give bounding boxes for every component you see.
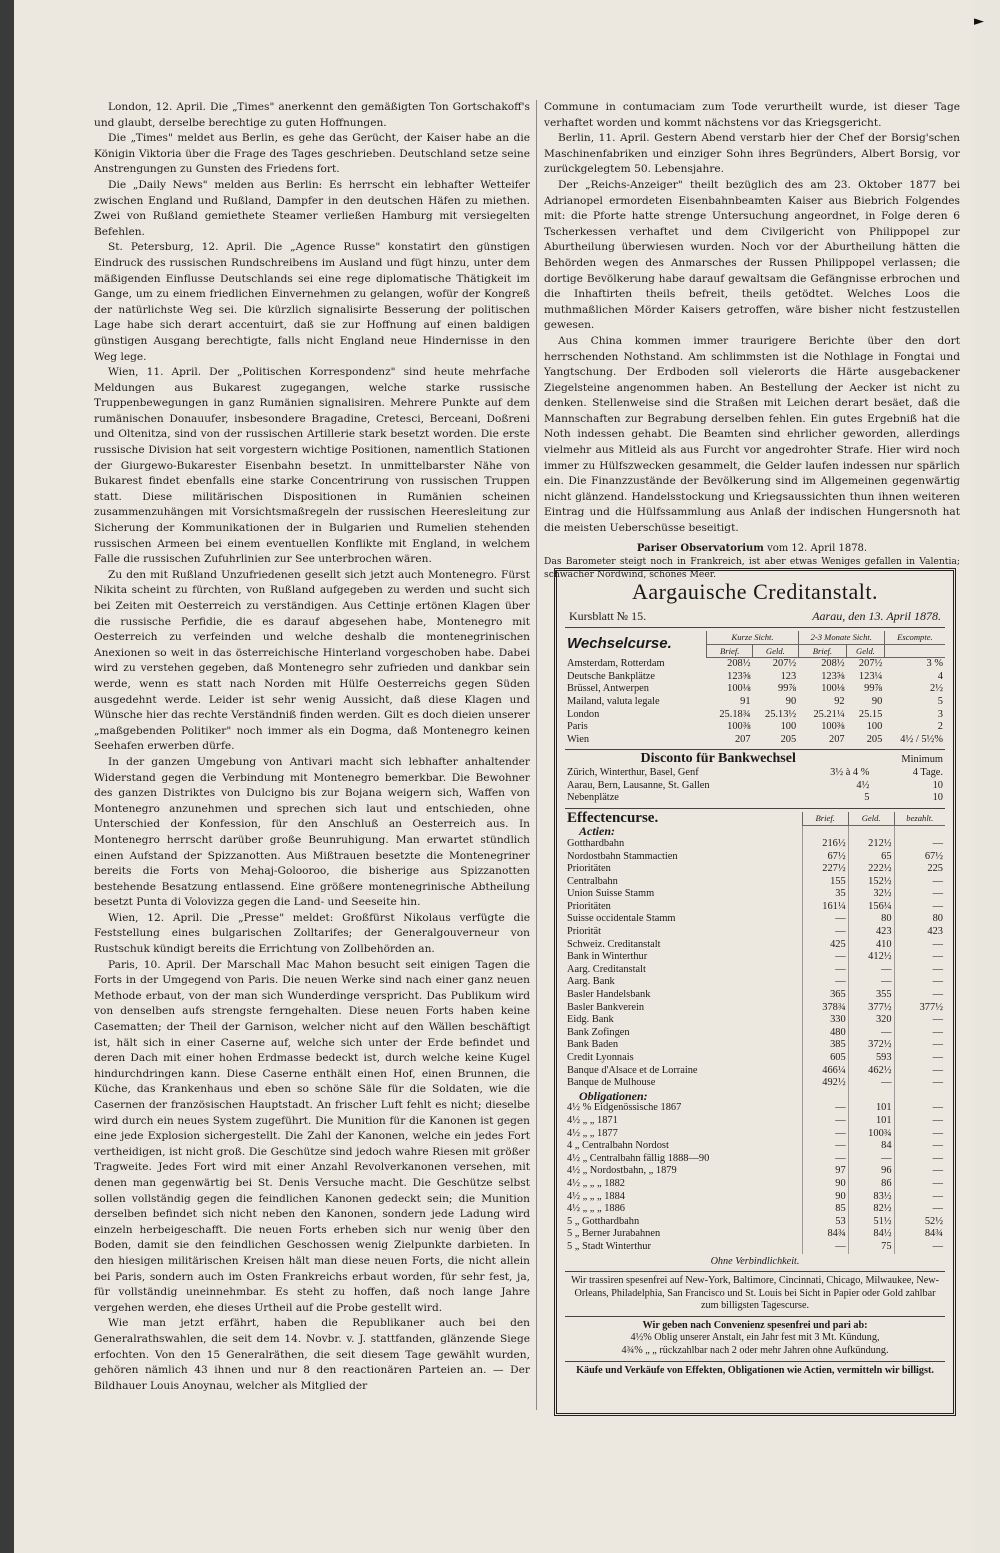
security-price: —: [894, 1077, 945, 1090]
wechsel-value: 207½: [858, 658, 883, 670]
wechsel-value: 100: [780, 721, 797, 733]
rule: [565, 1361, 945, 1362]
security-price: 83½: [848, 1191, 894, 1204]
security-price: 480: [802, 1027, 848, 1040]
wechsel-value: 92: [834, 695, 845, 707]
security-name: 5 „ Stadt Winterthur: [567, 1240, 651, 1252]
security-price: —: [894, 1014, 945, 1027]
col-header: bezahlt.: [894, 812, 945, 826]
wechsel-value: 3: [937, 708, 943, 720]
security-name: 4½ „ „ „ 1884: [567, 1190, 625, 1202]
table-row: [565, 1014, 945, 1027]
wechsel-value: 123⅝: [821, 670, 845, 682]
disconto-table: [565, 753, 945, 804]
wechsel-section: [565, 631, 945, 746]
effecten-title: Effectencurse.: [567, 809, 659, 826]
security-price: —: [848, 1027, 894, 1040]
table-row: [565, 1102, 945, 1115]
table-row: [565, 767, 945, 780]
table-row: [565, 1052, 945, 1065]
notice-convenienz-title: Wir geben nach Convenienz spesenfrei und pari ab:: [642, 1319, 868, 1331]
article-republikaner: Wie man jetzt erfährt, haben die Republikaner auch bei den Generalrathswahlen, die seit dem 14. Novbr. v. J. stattfanden, glänzende Siege erfochten. Von den 15 Generalräthen, die seit diesem Tage gewählt wurden, gehören nämlich 43 ihnen und nur 8 den reactionären Parteien an. — Der Bildhauer Louis Anoynau, welcher als Mitglied der: [94, 1317, 530, 1392]
security-price: 355: [848, 989, 894, 1002]
table-row: [565, 951, 945, 964]
security-name: Suisse occidentale Stamm: [567, 913, 676, 925]
wechsel-value: 207: [734, 733, 751, 745]
security-price: —: [848, 964, 894, 977]
security-price: —: [894, 1065, 945, 1078]
kursblatt-number: Kursblatt № 15.: [569, 609, 647, 623]
security-price: 32½: [848, 888, 894, 901]
security-name: 4 „ Centralbahn Nordost: [567, 1140, 669, 1152]
wechsel-value: 100⅛: [821, 683, 845, 695]
security-price: 365: [802, 989, 848, 1002]
article-london: London, 12. April. Die „Times" anerkennt den gemäßigten Ton Gortschakoff's und glaubt, derselbe berechtige zu guten Hoffnungen.: [94, 101, 530, 129]
security-name: Eidg. Bank: [567, 1014, 614, 1026]
article-wien-11: Wien, 11. April. Der „Politischen Korrespondenz" sind heute mehrfache Meldungen aus Bukarest zugegangen, welche starke russische Truppenbewegungen in ganz Rumänien signalisiren. Mehrere Punkte auf dem rumänischen Donauufer, insbesondere Bragadine, Cretesci, Berceani, Doßreni und Oltenitza, sind von der russischen Artillerie stark besetzt worden. Die erste russische Division hat seit vorgestern wichtige Positionen, namentlich Stationen der Giurgewo-Bukarester Eisenbahn besetzt. In unmittelbarster Nähe von Bukarest findet ebenfalls eine starke Concentrirung von russischen Truppen statt. Diese militärischen Dispositionen in Rumänien scheinen zusammenzuhängen mit Vorsichtsmaßregeln der russischen Heeresleitung zur Sicherung der Kommunikationen der in Bulgarien und Rumelien stehenden russischen Armeen bei einem eventuellen Konflikte mit England, in welchem Falle die russischen Zufuhrlinien zur See unterbrochen wären.: [94, 366, 530, 566]
minimum-label: Minimum: [901, 753, 943, 765]
security-name: Basler Handelsbank: [567, 989, 651, 1001]
security-price: 96: [848, 1165, 894, 1178]
table-row: [565, 1128, 945, 1141]
table-row: [565, 1153, 945, 1166]
security-price: 225: [894, 863, 945, 876]
wechsel-rows: [565, 658, 945, 747]
observatory-date: vom 12. April 1878.: [767, 542, 868, 554]
security-price: 152½: [848, 876, 894, 889]
security-price: 423: [894, 926, 945, 939]
corner-arrow-icon: ►: [974, 14, 984, 29]
security-price: 605: [802, 1052, 848, 1065]
wechsel-value: 5: [937, 695, 943, 707]
wechsel-value: 123¼: [858, 670, 883, 682]
table-row: [565, 683, 945, 696]
disconto-place: Aarau, Bern, Lausanne, St. Gallen: [567, 779, 710, 791]
wechsel-value: 90: [785, 695, 797, 707]
security-price: 423: [848, 926, 894, 939]
wechsel-value: 99⅞: [778, 683, 797, 695]
actien-rows: [565, 838, 945, 1090]
security-price: —: [894, 1178, 945, 1191]
wechsel-place: Amsterdam, Rotterdam: [567, 657, 665, 669]
table-row: [565, 1178, 945, 1191]
table-row: [565, 792, 945, 805]
security-price: 67½: [894, 851, 945, 864]
observatory-heading: [544, 541, 960, 557]
security-price: 84: [848, 1140, 894, 1153]
security-price: —: [894, 989, 945, 1002]
column-divider: [536, 100, 537, 1410]
article-paris: Paris, 10. April. Der Marschall Mac Mahon besucht seit einigen Tagen die Forts in der Umgegend von Paris. Die neuen Werke sind nach einer ganz neuen Methode erbaut, von der man sich Wunderdinge verspricht. Das Publikum wird von denselben aufs strengste ferngehalten. Diese neuen Forts haben keine Casematten; der Theil der Garnison, welcher nicht auf den Wällen beschäftigt ist, hält sich in einer Caserne auf, welche sich unter der Erde befindet und deren Dach mit einer hohen Erdmasse bedeckt ist, durch welche keine Kugel hindurchdringen kann. Diese Caserne enthält einen Hof, einen Brunnen, die Küche, das Krankenhaus und eben so schöne Säle für die Soldaten, wie die Casernen der französischen Hauptstadt. An frischer Luft fehlt es nicht; dieselbe wird durch ein neues System zugeführt. Die Munition für die Kanonen ist gegen eine jede Explosion sichergestellt. Die Zahl der Kanonen, welche ein jedes Fort vertheidigen, ist nicht groß. Die Geschütze sind jedoch wahre Riesen mit größer Tragweite. Jedes Fort wird mit einer Anzahl Revolverkanonen versehen, mit denen man gegenwärtig bei St. Denis Versuche macht. Die Geschütze selbst sollen vollständig gegen die feindlichen Kanonen gedeckt sein; die Munition derselben befindet sich nicht neben den Kanonen, sondern jede Ladung wird einzeln herbeigeschafft. Die neuen Forts erheben sich nur wenig über den Boden, damit sie den feindlichen Geschossen wenig Zielpunkte darbieten. In den hiesigen militärischen Kreisen hält man diese neuen Forts, die nicht allein bei Paris, sondern auch im Osten Frankreichs erbaut worden, für sehr fest, ja, für vollständig uneinnehmbar. Es steht zu hoffen, daß noch lange Jahre vergehen werden, ehe dieses Urtheil auf die Probe gestellt wird.: [94, 958, 530, 1314]
security-price: —: [802, 1241, 848, 1254]
wechsel-place: London: [567, 708, 600, 720]
wechsel-value: 123: [780, 670, 797, 682]
security-name: Credit Lyonnais: [567, 1052, 634, 1063]
security-price: —: [802, 976, 848, 989]
security-price: 161¼: [802, 901, 848, 914]
group-header: 2-3 Monate Sicht.: [798, 631, 884, 644]
wechsel-place: Brüssel, Antwerpen: [567, 683, 649, 695]
ad-subheader: [569, 609, 941, 624]
security-price: 227½: [802, 863, 848, 876]
security-name: Prioritäten: [567, 900, 611, 912]
sub-header: Geld.: [847, 644, 885, 658]
security-price: —: [802, 1102, 848, 1115]
security-price: —: [894, 1191, 945, 1204]
security-price: —: [848, 1153, 894, 1166]
security-name: Union Suisse Stamm: [567, 888, 655, 900]
security-name: Schweiz. Creditanstalt: [567, 938, 661, 950]
wechsel-table: [565, 631, 945, 746]
security-price: 378¾: [802, 1002, 848, 1015]
security-price: 100¾: [848, 1128, 894, 1141]
security-price: 385: [802, 1039, 848, 1052]
table-row: [565, 1002, 945, 1015]
security-price: 462½: [848, 1065, 894, 1078]
security-name: 4½ „ „ „ 1886: [567, 1203, 625, 1215]
notice-kaeufe: [567, 1365, 943, 1378]
security-price: 85: [802, 1203, 848, 1216]
disconto-rows: [565, 767, 945, 805]
security-price: —: [894, 888, 945, 901]
wechsel-place: Wien: [567, 733, 590, 745]
wechsel-value: 25.13½: [765, 708, 797, 720]
table-row: [565, 1216, 945, 1229]
rule: [565, 627, 945, 628]
security-price: —: [894, 838, 945, 851]
wechsel-value: 25.18¾: [719, 708, 751, 720]
table-row: [565, 709, 945, 722]
security-price: 466¼: [802, 1065, 848, 1078]
table-row: [565, 888, 945, 901]
disconto-min: 4 Tage.: [912, 766, 943, 778]
security-price: 82½: [848, 1203, 894, 1216]
wechsel-value: 208½: [727, 658, 751, 670]
security-price: 35: [802, 888, 848, 901]
security-name: Aarg. Bank: [567, 976, 615, 988]
wechsel-value: 208½: [821, 658, 845, 670]
table-row: [565, 1039, 945, 1052]
security-name: Priorität: [567, 926, 602, 938]
security-price: —: [802, 951, 848, 964]
article-commune: Commune in contumaciam zum Tode verurtheilt wurde, ist dieser Tage verhaftet worden und kommt nächstens vor das Kriegsgericht.: [544, 101, 960, 129]
rule: [565, 1271, 945, 1272]
disconto-place: Nebenplätze: [567, 792, 619, 804]
actien-label: Actien:: [579, 824, 615, 839]
table-row: [565, 1241, 945, 1254]
security-price: —: [894, 876, 945, 889]
disconto-rate: 5: [864, 792, 870, 804]
wechsel-value: 100: [866, 721, 883, 733]
security-price: —: [802, 913, 848, 926]
newspaper-page: [14, 0, 972, 1553]
security-name: 5 „ Berner Jurabahnen: [567, 1228, 661, 1240]
sub-header: Geld.: [753, 644, 799, 658]
security-price: 222½: [848, 863, 894, 876]
security-price: 80: [848, 913, 894, 926]
security-name: Bank Baden: [567, 1039, 619, 1051]
table-row: [565, 1165, 945, 1178]
security-name: Aarg. Creditanstalt: [567, 963, 646, 975]
table-row: [565, 1077, 945, 1090]
wechsel-value: 25.15: [858, 708, 883, 720]
security-price: 425: [802, 939, 848, 952]
wechsel-value: 90: [871, 695, 883, 707]
disconto-min: 10: [932, 779, 943, 791]
security-name: Gotthardbahn: [567, 837, 625, 849]
wechsel-group-header: [565, 631, 945, 644]
wechsel-value: 4½ / 5½%: [900, 733, 943, 745]
wechsel-value: 100⅜: [821, 721, 845, 733]
table-row: [565, 1140, 945, 1153]
wechsel-value: 25.21¼: [813, 708, 845, 720]
security-price: —: [802, 1115, 848, 1128]
security-name: Prioritäten: [567, 863, 611, 875]
table-row: [565, 851, 945, 864]
wechsel-value: 3 %: [926, 658, 943, 670]
table-row: [565, 838, 945, 851]
security-name: 4½ „ „ „ 1882: [567, 1177, 625, 1189]
security-price: —: [802, 1128, 848, 1141]
security-price: —: [894, 951, 945, 964]
right-column: [544, 100, 960, 581]
article-antivari: In der ganzen Umgebung von Antivari macht sich lebhafter anhaltender Widerstand gegen die Verbindung mit Montenegro bemerkbar. Die Bewohner des ganzen Distriktes von Dulcigno bis zur Bojana weigern sich, Waffen von Montenegro anzunehmen und sprechen sich laut und entschieden, ohne Unterschied der Konfession, für den Anschluß an Oesterreich aus. In Montenegro herrscht darüber große Beunruhigung. Man erwartet stündlich einen Aufstand der Spizzanotten. Aus Mißtrauen besetzte die Montenegriner bereits die Forts von Mehaj-Golooroo, die bisherige aus Spizzanotten bestehende Besatzung entlassend. Eine größere montenegrinische Abtheilung besetzt Punta di Volovizza gegen die Land- und Seeseite hin.: [94, 755, 530, 909]
security-price: —: [894, 1165, 945, 1178]
table-row: [565, 863, 945, 876]
wechsel-value: 99⅞: [864, 683, 883, 695]
security-price: —: [894, 1241, 945, 1254]
security-price: 67½: [802, 851, 848, 864]
notice-convenienz: [567, 1320, 943, 1358]
security-price: 80: [894, 913, 945, 926]
obligationen-rows: [565, 1102, 945, 1253]
security-name: 4½ „ Nordostbahn, „ 1879: [567, 1165, 677, 1177]
table-row: [565, 780, 945, 793]
table-row: [565, 1203, 945, 1216]
article-st-petersburg: St. Petersburg, 12. April. Die „Agence Russe" konstatirt den günstigen Eindruck des russischen Rundschreibens im Ausland und fügt hinzu, unter dem mäßigenden Einflusse Deutschlands sei eine rege diplomatische Thätigkeit im Gange, um zu einem friedlichen Einvernehmen zu gelangen, wofür der Kongreß der natürlichste Weg sei. Die kürzlich signalisirte Besserung der politischen Lage habe sich derart accentuirt, daß sie zur Hoffnung auf einen baldigen günstigen Ausgang berechtigte, falls nicht England neue Hindernisse in den Weg lege.: [94, 241, 530, 363]
security-price: 212½: [848, 838, 894, 851]
notice-kaeufe-text: Käufe und Verkäufe von Effekten, Obligationen wie Actien, vermitteln wir billigst.: [576, 1364, 934, 1376]
security-price: 65: [848, 851, 894, 864]
creditanstalt-advertisement: [554, 568, 956, 1416]
wechsel-title: Wechselcurse.: [567, 634, 672, 652]
security-price: —: [848, 976, 894, 989]
notice-convenienz-line2: 4¾% „ „ rückzahlbar nach 2 oder mehr Jahren ohne Aufkündung.: [621, 1345, 889, 1357]
security-name: 5 „ Gotthardbahn: [567, 1215, 640, 1227]
security-price: —: [894, 1027, 945, 1040]
article-berlin: Berlin, 11. April. Gestern Abend verstarb hier der Chef der Borsig'schen Maschinenfabriken und einziger Sohn ihres Begründers, Albert Borsig, vor zurückgelegtem 50. Lebensjahre.: [544, 132, 960, 176]
wechsel-value: 123⅝: [727, 670, 751, 682]
security-name: Basler Bankverein: [567, 1001, 645, 1013]
article-montenegro: Zu den mit Rußland Unzufriedenen gesellt sich jetzt auch Montenegro. Fürst Nikita scheint zu fürchten, von Rußland aufgegeben zu werden und sucht sich bei Zeiten mit Oesterreich zu verständigen. Aus Cettinje ertönen Klagen über die russische Perfidie, die es darauf abgesehen habe, Montenegro mit Oesterreich zu verfeinden und welche deshalb die montenegrinischen Anexionen so weit in das österreichische Hinterland vorgeschoben habe. Dabei wird zu verstehen gegeben, daß Montenegro sehr zufrieden und dankbar sein werde, wenn es statt nach Norden mit Hülfe Oesterreichs gegen Süden ausgedehnt werde. Leider ist sehr wenig Aussicht, daß diese Klagen und Wünsche hier das rechte Verständniß finden werden. Gilt es doch dieien unserer „maßgebenden Politiker" noch immer als ein Dogma, daß Montenegro keinen Seehafen erwerben dürfe.: [94, 568, 530, 753]
wechsel-value: 2: [937, 721, 943, 733]
observatory-text: Das Barometer steigt noch in Frankreich, ist aber etwas Weniges gefallen in Valentia; schwacher Nordwind, schönes Meer.: [544, 556, 960, 580]
wechsel-place: Deutsche Bankplätze: [567, 670, 655, 682]
article-times-berlin: Die „Times" meldet aus Berlin, es gehe das Gerücht, der Kaiser habe an die Königin Viktoria über die Frage des Tages geschrieben. Deutschland setze seine Anstrengungen zu Gunsten des Friedens fort.: [94, 132, 530, 176]
wechsel-value: 100⅛: [727, 683, 751, 695]
security-price: 75: [848, 1241, 894, 1254]
wechsel-place: Mailand, valuta legale: [567, 695, 660, 707]
security-price: —: [894, 964, 945, 977]
col-header: Geld.: [848, 812, 894, 826]
security-price: 492½: [802, 1077, 848, 1090]
security-name: Centralbahn: [567, 875, 618, 887]
security-price: —: [894, 1153, 945, 1166]
security-price: —: [894, 1102, 945, 1115]
disconto-place: Zürich, Winterthur, Basel, Genf: [567, 766, 699, 778]
security-price: 101: [848, 1102, 894, 1115]
wechsel-value: 91: [740, 695, 751, 707]
table-row: [565, 989, 945, 1002]
security-price: 410: [848, 939, 894, 952]
security-name: Banque de Mulhouse: [567, 1077, 656, 1089]
effecten-table: [565, 809, 945, 1254]
page-edge: [972, 0, 1000, 1553]
security-name: Nordostbahn Stammactien: [567, 850, 678, 862]
table-row: [565, 734, 945, 747]
disconto-title: Disconto für Bankwechsel: [640, 751, 796, 767]
rule: [565, 808, 945, 809]
rule: [565, 749, 945, 750]
table-row: [565, 926, 945, 939]
security-name: 4½ „ „ 1871: [567, 1114, 618, 1126]
table-row: [565, 658, 945, 671]
wechsel-value: 100⅜: [727, 721, 751, 733]
security-price: —: [894, 1140, 945, 1153]
security-price: —: [848, 1077, 894, 1090]
article-reichsanzeiger: Der „Reichs-Anzeiger" theilt bezüglich des am 23. Oktober 1877 bei Adrianopel ermordeten Eisenbahnbeamten Kaiser aus Biebrich Folgendes mit: die Pforte hatte strenge Untersuchung angeordnet, in Folge deren 6 Tscherkessen verhaftet und dem Civilgericht von Philippopel zur Aburtheilung überwiesen wurden. Noch vor der Aburtheilung hätten die Behörden wegen des Anmarsches der Russen Philippopel verlassen; die dortige Bevölkerung habe darauf gewaltsam die Gefängnisse erbrochen und die Inhaftirten theils befreit, theils getödtet. Welches Loos die muthmaßlichen Mörder Kaisers getroffen, wäre bisher nicht festzustellen gewesen.: [544, 178, 960, 332]
security-price: 330: [802, 1014, 848, 1027]
security-price: —: [894, 1115, 945, 1128]
wechsel-value: 4: [937, 670, 943, 682]
table-row: [565, 964, 945, 977]
security-name: Banque d'Alsace et de Lorraine: [567, 1064, 698, 1076]
notice-trassiren: Wir trassiren spesenfrei auf New-York, Baltimore, Cincinnati, Chicago, Milwaukee, New-Orleans, Philadelphia, San Francisco und St. Louis bei Sicht in Papier oder Gold zahlbar zum billigsten Tagescurse.: [570, 1275, 940, 1312]
security-price: 90: [802, 1191, 848, 1204]
security-price: 84¾: [894, 1228, 945, 1241]
table-row: [565, 913, 945, 926]
wechsel-value: 2½: [930, 683, 943, 695]
security-price: —: [802, 964, 848, 977]
disconto-min: 10: [932, 792, 943, 804]
wechsel-value: 207½: [772, 658, 797, 670]
notice-convenienz-line1: 4½% Oblig unserer Anstalt, ein Jahr fest mit 3 Mt. Kündung,: [630, 1332, 880, 1344]
security-price: 101: [848, 1115, 894, 1128]
group-header: Kurze Sicht.: [707, 631, 798, 644]
security-price: 156¼: [848, 901, 894, 914]
security-price: 86: [848, 1178, 894, 1191]
security-price: 51½: [848, 1216, 894, 1229]
rule: [565, 1316, 945, 1317]
table-row: [565, 939, 945, 952]
disconto-section: [565, 753, 945, 804]
place-date: Aarau, den 13. April 1878.: [812, 609, 941, 623]
table-row: [565, 721, 945, 734]
table-row: [565, 696, 945, 709]
security-price: —: [894, 1128, 945, 1141]
table-row: [565, 1027, 945, 1040]
security-price: —: [894, 976, 945, 989]
table-row: [565, 671, 945, 684]
table-row: [565, 876, 945, 889]
security-price: 320: [848, 1014, 894, 1027]
article-daily-news: Die „Daily News" melden aus Berlin: Es herrscht ein lebhafter Wetteifer zwischen England und Rußland, Dampfer in den deutschen Häfen zu miethen. Zwei von Rußland gemiethete Steamer verließen Hamburg mit versiegelten Befehlen.: [94, 178, 530, 238]
security-price: —: [894, 901, 945, 914]
group-header: Escompte.: [884, 631, 945, 644]
security-price: 412½: [848, 951, 894, 964]
security-price: —: [802, 1153, 848, 1166]
security-price: 97: [802, 1165, 848, 1178]
sub-header: Brief.: [707, 644, 753, 658]
wechsel-value: 207: [829, 733, 845, 745]
article-wien-12: Wien, 12. April. Die „Presse" meldet: Großfürst Nikolaus verfügte die Feststellung eines bulgarischen Zolltarifes; der Generalgouverneur von Rustschuk kündigt bereits die Errichtung von Zollbehörden an.: [94, 911, 530, 956]
ad-footnote: Ohne Verbindlichkeit.: [710, 1255, 800, 1267]
sub-header: Brief.: [798, 644, 846, 658]
security-price: 216½: [802, 838, 848, 851]
security-price: —: [894, 939, 945, 952]
article-china: Aus China kommen immer traurigere Berichte über den dort herrschenden Nothstand. Am schlimmsten ist die Nothlage in Fongtai und Yangtschung. Der Erdboden soll vielerorts die Härte ausgebackener Ziegelsteine angenommen haben. An Bestellung der Aecker ist nicht zu denken. Stellenweise sind die Straßen mit Leichen derart besäet, daß die Mannschaften zur Begrabung derselben fehlen. Ein gutes Ergebniß hat die Noth indessen gehabt. Die Beamten sind ehrlicher geworden, allerdings vielmehr aus Mitleid als aus Furcht vor angedrohter Strafe. Hier wird noch immer zu Hülfszwecken gesammelt, die Gelder laufen indessen nur spärlich ein. Die Finanzzustände der Bevölkerung sind im Allgemeinen gegenwärtig nicht glänzend. Handelsstockung und Kriegsaussichten thun ihnen weiteren Eintrag und die Hülfssammlung aus Anlaß der indischen Hungersnoth hat die meisten Ueberschüsse beseitigt.: [544, 334, 960, 535]
table-row: [565, 976, 945, 989]
disconto-rate: 3½ à 4 %: [830, 766, 870, 778]
table-row: [565, 1191, 945, 1204]
wechsel-place: Paris: [567, 721, 588, 733]
security-name: Bank Zofingen: [567, 1026, 630, 1038]
security-price: 84¾: [802, 1228, 848, 1241]
observatory-title: Pariser Observatorium: [636, 542, 764, 554]
effecten-section: [565, 809, 945, 1268]
security-name: 4½ % Eidgenössische 1867: [567, 1102, 682, 1114]
security-price: —: [894, 1052, 945, 1065]
security-price: —: [802, 1140, 848, 1153]
security-price: 52½: [894, 1216, 945, 1229]
left-column: [94, 100, 530, 1394]
disconto-rate: 4½: [856, 779, 870, 791]
security-price: 377½: [848, 1002, 894, 1015]
security-name: 4½ „ Centralbahn fällig 1888—90: [567, 1152, 710, 1164]
security-price: —: [802, 926, 848, 939]
table-row: [565, 1115, 945, 1128]
obligationen-label: Obligationen:: [579, 1088, 648, 1103]
security-name: 4½ „ „ 1877: [567, 1127, 618, 1139]
security-price: —: [894, 1203, 945, 1216]
wechsel-value: 205: [866, 733, 883, 745]
table-row: [565, 901, 945, 914]
security-price: 90: [802, 1178, 848, 1191]
security-price: 377½: [894, 1002, 945, 1015]
table-row: [565, 1065, 945, 1078]
security-price: 53: [802, 1216, 848, 1229]
table-row: [565, 1228, 945, 1241]
security-price: 593: [848, 1052, 894, 1065]
security-price: —: [894, 1039, 945, 1052]
security-price: 84½: [848, 1228, 894, 1241]
security-price: 155: [802, 876, 848, 889]
col-header: Brief.: [802, 812, 848, 826]
wechsel-value: 205: [780, 733, 797, 745]
ad-title: Aargauische Creditanstalt.: [632, 579, 878, 604]
security-price: 372½: [848, 1039, 894, 1052]
security-name: Bank in Winterthur: [567, 951, 648, 963]
